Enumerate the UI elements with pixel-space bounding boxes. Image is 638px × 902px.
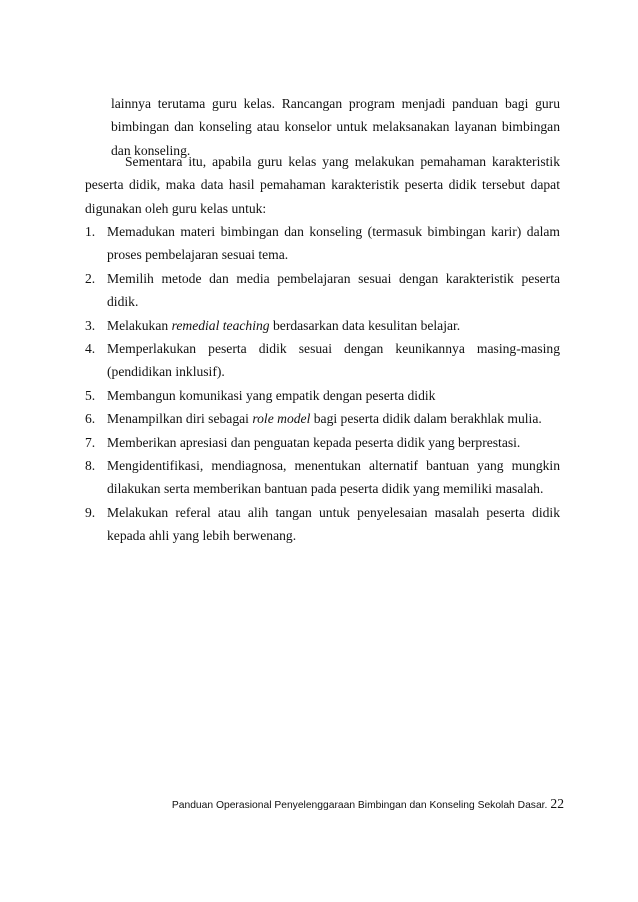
list-item-number: 7. [85,434,96,450]
list-item [85,314,560,337]
list-item-number: 6. [85,411,96,427]
list-item-number: 8. [85,458,96,474]
continuation-paragraph: lainnya terutama guru kelas. Rancangan program menjadi panduan bagi guru bimbingan dan konseling atau konselor untuk melaksanakan layanan bimbingan dan konseling. [111,96,560,158]
list-item-text-pre: Menampilkan diri sebagai [107,411,253,427]
numbered-list [85,220,560,548]
list-item [85,220,560,267]
list-item-text-pre: Melakukan [107,317,172,333]
list-item-text: Membangun komunikasi yang empatik dengan peserta didik [107,387,436,403]
list-item-number: 5. [85,387,96,403]
list-item-text: Memadukan materi bimbingan dan konseling (termasuk bimbingan karir) dalam proses pembelajaran sesuai tema. [107,224,560,263]
list-item-text-post: bagi peserta didik dalam berakhlak mulia. [310,411,542,427]
list-item-text-post: berdasarkan data kesulitan belajar. [269,317,461,333]
list-item-emphasis: remedial teaching [171,317,270,333]
list-item-emphasis: role model [252,411,311,427]
list-item-number: 2. [85,270,96,286]
list-item [85,384,560,407]
list-item [85,407,560,430]
list-item [85,431,560,454]
page-number: 22 [550,796,564,811]
list-item-number: 3. [85,317,96,333]
list-item-number: 4. [85,341,96,357]
intro-paragraph: Sementara itu, apabila guru kelas yang melakukan pemahaman karakteristik peserta didik, maka data hasil pemahaman karakteristik peserta didik tersebut dapat digunakan oleh guru kelas untuk: [85,154,560,216]
footer-title: Panduan Operasional Penyelenggaraan Bimbingan dan Konseling Sekolah Dasar. [171,800,548,811]
list-item [85,454,560,501]
list-item-text: Memperlakukan peserta didik sesuai dengan keunikannya masing-masing (pendidikan inklusif). [107,341,560,380]
list-item [85,267,560,314]
list-item-text: Melakukan referal atau alih tangan untuk penyelesaian masalah peserta didik kepada ahli yang lebih berwenang. [107,504,560,544]
list-item-text: Memberikan apresiasi dan penguatan kepada peserta didik yang berprestasi. [107,434,521,450]
list-item-text: Memilih metode dan media pembelajaran sesuai dengan karakteristik peserta didik. [107,270,560,310]
list-item [85,337,560,384]
list-item-number: 1. [85,224,96,239]
list-item-number: 9. [85,504,96,520]
page-footer [172,796,564,812]
list-item [85,501,560,548]
list-item-text: Mengidentifikasi, mendiagnosa, menentukan alternatif bantuan yang mungkin dilakukan serta memberikan bantuan pada peserta didik yang memiliki masalah. [107,458,560,497]
